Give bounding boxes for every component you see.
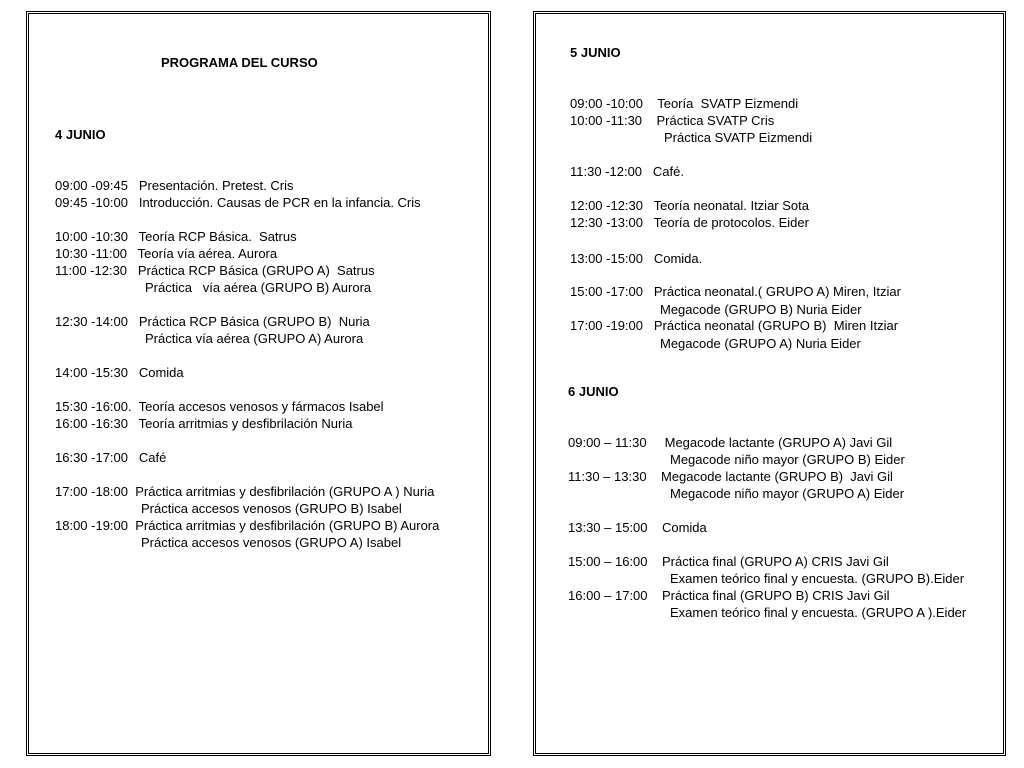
- schedule-line: 17:00 -19:00 Práctica neonatal (GRUPO B) Miren Itziar: [570, 318, 899, 333]
- schedule-line: 12:00 -12:30 Teoría neonatal. Itziar Sota: [570, 198, 809, 213]
- left-page: [26, 11, 491, 756]
- schedule-line: Práctica accesos venosos (GRUPO B) Isabel: [141, 501, 402, 516]
- schedule-line: 12:30 -13:00 Teoría de protocolos. Eider: [570, 215, 809, 230]
- schedule-line: Práctica accesos venosos (GRUPO A) Isabel: [141, 535, 402, 550]
- schedule-line: 18:00 -19:00 Práctica arritmias y desfibrilación (GRUPO B) Aurora: [55, 518, 440, 533]
- schedule-line: 15:00 -17:00 Práctica neonatal.( GRUPO A) Miren, Itziar: [570, 284, 901, 299]
- schedule-line: 15:30 -16:00. Teoría accesos venosos y fármacos Isabel: [55, 399, 384, 414]
- schedule-line: 17:00 -18:00 Práctica arritmias y desfibrilación (GRUPO A ) Nuria: [55, 484, 435, 499]
- right-page: [533, 11, 1006, 756]
- schedule-line: 10:00 -10:30 Teoría RCP Básica. Satrus: [55, 229, 297, 244]
- schedule-line: 09:45 -10:00 Introducción. Causas de PCR en la infancia. Cris: [55, 195, 421, 210]
- schedule-line: 11:30 -12:00 Café.: [570, 164, 684, 179]
- day-heading: 4 JUNIO: [55, 127, 106, 142]
- schedule-line: 13:00 -15:00 Comida.: [570, 251, 703, 266]
- schedule-line: 12:30 -14:00 Práctica RCP Básica (GRUPO B) Nuria: [55, 314, 370, 329]
- schedule-line: Megacode niño mayor (GRUPO A) Eider: [670, 486, 905, 501]
- schedule-line: 09:00 -10:00 Teoría SVATP Eizmendi: [570, 96, 799, 111]
- schedule-line: 15:00 – 16:00 Práctica final (GRUPO A) CRIS Javi Gil: [568, 554, 889, 569]
- schedule-line: Práctica vía aérea (GRUPO B) Aurora: [145, 280, 372, 295]
- day-heading: 5 JUNIO: [570, 45, 621, 60]
- day-heading: 6 JUNIO: [568, 384, 619, 399]
- schedule-line: 10:30 -11:00 Teoría vía aérea. Aurora: [55, 246, 278, 261]
- schedule-line: 10:00 -11:30 Práctica SVATP Cris: [570, 113, 775, 128]
- schedule-line: Examen teórico final y encuesta. (GRUPO A ).Eider: [670, 605, 967, 620]
- schedule-line: Práctica SVATP Eizmendi: [664, 130, 813, 145]
- page-title: PROGRAMA DEL CURSO: [161, 55, 318, 70]
- schedule-line: Examen teórico final y encuesta. (GRUPO B).Eider: [670, 571, 965, 586]
- schedule-line: 14:00 -15:30 Comida: [55, 365, 184, 380]
- schedule-line: Megacode niño mayor (GRUPO B) Eider: [670, 452, 905, 467]
- schedule-line: 09:00 -09:45 Presentación. Pretest. Cris: [55, 178, 294, 193]
- schedule-line: 11:30 – 13:30 Megacode lactante (GRUPO B) Javi Gil: [568, 469, 893, 484]
- schedule-line: 16:30 -17:00 Café: [55, 450, 167, 465]
- schedule-line: Megacode (GRUPO B) Nuria Eider: [660, 302, 862, 317]
- schedule-line: 16:00 – 17:00 Práctica final (GRUPO B) CRIS Javi Gil: [568, 588, 890, 603]
- schedule-line: 16:00 -16:30 Teoría arritmias y desfibrilación Nuria: [55, 416, 353, 431]
- schedule-line: 13:30 – 15:00 Comida: [568, 520, 707, 535]
- schedule-line: Megacode (GRUPO A) Nuria Eider: [660, 336, 861, 351]
- schedule-line: 11:00 -12:30 Práctica RCP Básica (GRUPO A) Satrus: [55, 263, 375, 278]
- schedule-line: Práctica vía aérea (GRUPO A) Aurora: [145, 331, 364, 346]
- schedule-line: 09:00 – 11:30 Megacode lactante (GRUPO A) Javi Gil: [568, 435, 893, 450]
